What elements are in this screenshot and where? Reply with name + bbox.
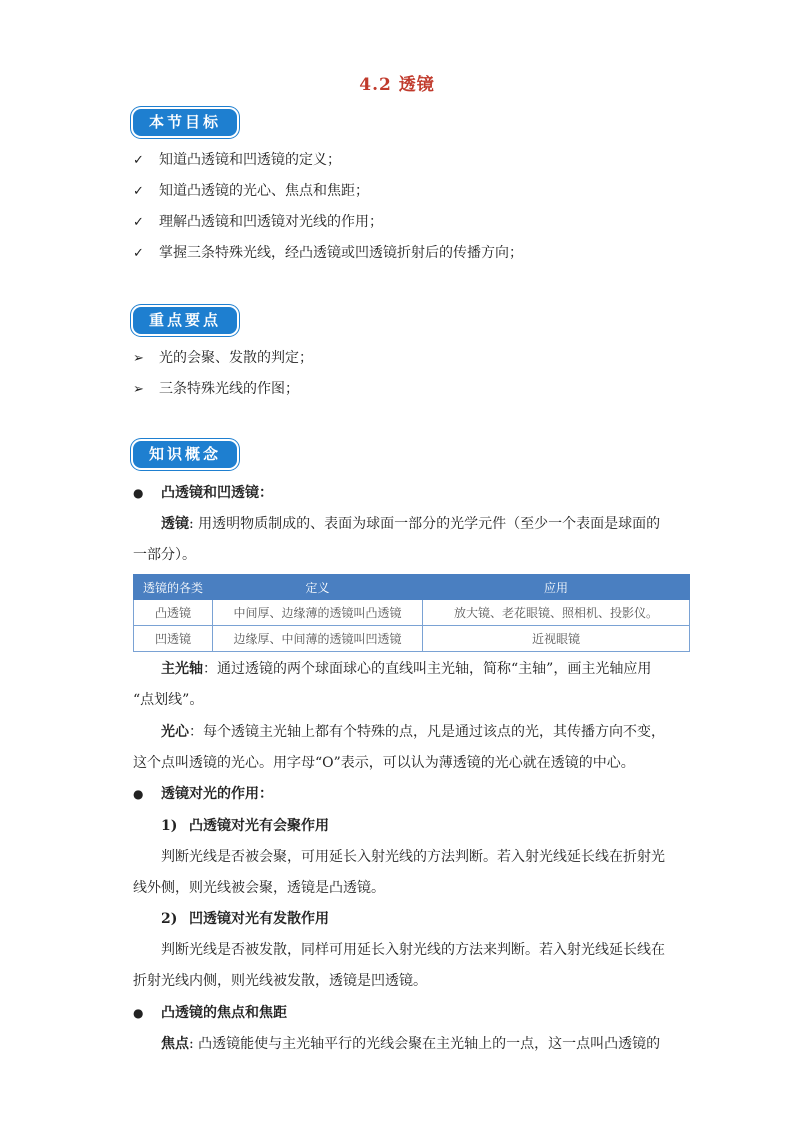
table-cell: 凹透镜 (134, 626, 213, 652)
convex-text-line2: 线外侧，则光线被会聚，透镜是凸透镜。 (133, 880, 385, 896)
page-title: 4.2 透镜 (359, 75, 435, 95)
table-header: 应用 (423, 575, 690, 600)
lens-definition-line1: 透镜: 用透明物质制成的、表面为球面一部分的光学元件（至少一个表面是球面的 (161, 516, 661, 532)
table-cell: 凸透镜 (134, 600, 213, 626)
check-icon: ✓ (133, 184, 144, 199)
key-point-text: 三条特殊光线的作图； (159, 381, 299, 397)
table-cell: 边缘厚、中间薄的透镜叫凹透镜 (213, 626, 423, 652)
key-point-text: 光的会聚、发散的判定； (159, 350, 313, 366)
focus-heading: ● 凸透镜的焦点和焦距 (133, 1005, 287, 1021)
goal-text: 理解凸透镜和凹透镜对光线的作用； (159, 214, 383, 230)
lens-definition-line2: 一部分）。 (133, 547, 196, 563)
table-cell: 近视眼镜 (423, 626, 690, 652)
table-header: 定义 (213, 575, 423, 600)
check-icon: ✓ (133, 215, 144, 230)
arrow-bullet-icon: ➢ (133, 351, 144, 366)
bullet-icon: ● (133, 1006, 144, 1020)
check-icon: ✓ (133, 153, 144, 168)
focus-definition-line1: 焦点: 凸透镜能使与主光轴平行的光线会聚在主光轴上的一点，这一点叫凸透镜的 (161, 1036, 661, 1052)
goal-text: 知道凸透镜和凹透镜的定义； (159, 152, 341, 168)
lens-heading: ● 凸透镜和凹透镜： (133, 485, 273, 501)
goal-item (133, 243, 523, 264)
check-icon: ✓ (133, 246, 144, 261)
axis-definition-line2: “点划线”。 (133, 692, 204, 708)
section-badge-key-points: 重点要点 (133, 307, 237, 334)
axis-definition-line1: 主光轴：通过透镜的两个球面球心的直线叫主光轴，简称“主轴”，画主光轴应用 (161, 661, 652, 677)
table-cell: 中间厚、边缘薄的透镜叫凸透镜 (213, 600, 423, 626)
goal-item (133, 150, 341, 171)
lens-type-table (133, 574, 690, 652)
bullet-icon: ● (133, 486, 144, 500)
goal-item (133, 212, 383, 233)
table-row (134, 626, 690, 652)
section-badge-goals: 本节目标 (133, 109, 237, 136)
convex-subheading: 1) 凸透镜对光有会聚作用 (161, 818, 329, 834)
table-header-row (134, 575, 690, 600)
table-header: 透镜的各类 (134, 575, 213, 600)
concave-text-line2: 折射光线内侧，则光线被发散，透镜是凹透镜。 (133, 973, 427, 989)
concave-subheading: 2) 凹透镜对光有发散作用 (161, 911, 329, 927)
section-badge-concepts: 知识概念 (133, 441, 237, 468)
table-cell: 放大镜、老花眼镜、照相机、投影仪。 (423, 600, 690, 626)
goal-text: 掌握三条特殊光线，经凸透镜或凹透镜折射后的传播方向； (159, 245, 523, 261)
concave-text-line1: 判断光线是否被发散，同样可用延长入射光线的方法来判断。若入射光线延长线在 (161, 942, 665, 958)
key-point-item (133, 348, 313, 369)
table-row (134, 600, 690, 626)
bullet-icon: ● (133, 787, 144, 801)
goal-text: 知道凸透镜的光心、焦点和焦距； (159, 183, 369, 199)
arrow-bullet-icon: ➢ (133, 382, 144, 397)
center-definition-line2: 这个点叫透镜的光心。用字母“O”表示，可以认为薄透镜的光心就在透镜的中心。 (133, 755, 635, 771)
center-definition-line1: 光心：每个透镜主光轴上都有个特殊的点，凡是通过该点的光，其传播方向不变， (161, 724, 665, 740)
convex-text-line1: 判断光线是否被会聚，可用延长入射光线的方法判断。若入射光线延长线在折射光 (161, 849, 665, 865)
effect-heading: ● 透镜对光的作用： (133, 786, 273, 802)
key-point-item (133, 379, 299, 400)
goal-item (133, 181, 369, 202)
